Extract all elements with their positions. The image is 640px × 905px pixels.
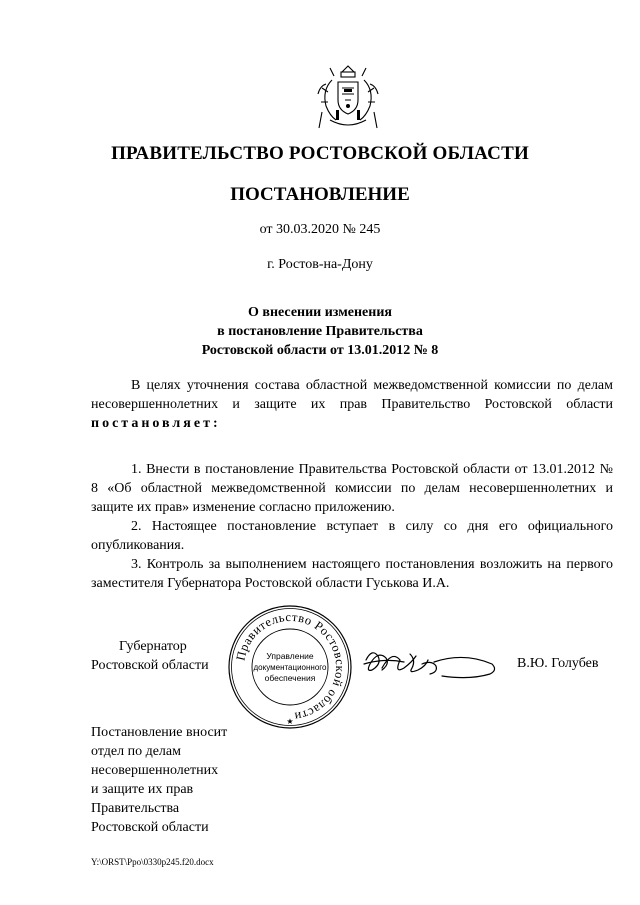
item-1-text: 1. Внести в постановление Правительства Ростовской области от 13.01.2012 № 8 «Об областной межведомственной комиссии по делам несовершеннолетних и защите их прав» изменение согласно приложению. bbox=[91, 462, 613, 515]
file-path-footer: Y:\ORST\Ppo\0330p245.f20.docx bbox=[91, 857, 214, 867]
item-2-text: 2. Настоящее постановление вступает в силу со дня его официального опубликования. bbox=[91, 519, 613, 553]
subject-line-2: в постановление Правительства bbox=[217, 324, 423, 339]
intro-text: В целях уточнения состава областной межведомственной комиссии по делам несовершеннолетних и защите их прав Правительство Ростовской области bbox=[91, 378, 613, 412]
stamp-outer-text: Правительство Ростовской области bbox=[233, 609, 348, 724]
document-subject bbox=[0, 303, 640, 360]
signer-title bbox=[91, 637, 221, 675]
document-date-number: от 30.03.2020 № 245 bbox=[259, 222, 381, 237]
stamp-inner-line-1: Управление bbox=[266, 651, 314, 661]
document-city: г. Ростов-на-Дону bbox=[267, 257, 373, 272]
document-type: ПОСТАНОВЛЕНИЕ bbox=[230, 184, 410, 205]
stamp-inner-line-3: обеспечения bbox=[264, 673, 316, 683]
note-line-2: отдел по делам bbox=[91, 744, 181, 759]
signer-name: В.Ю. Голубев bbox=[517, 656, 599, 671]
organization-title: ПРАВИТЕЛЬСТВО РОСТОВСКОЙ ОБЛАСТИ bbox=[111, 143, 529, 164]
coat-of-arms-emblem bbox=[312, 62, 384, 134]
signer-title-line-1: Губернатор bbox=[119, 639, 187, 654]
note-line-3: несовершеннолетних bbox=[91, 763, 219, 778]
note-line-6: Ростовской области bbox=[91, 820, 209, 835]
item-3-paragraph bbox=[91, 555, 613, 593]
decree-word: постановляет: bbox=[91, 416, 221, 431]
signer-title-line-2: Ростовской области bbox=[91, 658, 209, 673]
subject-line-1: О внесении изменения bbox=[248, 305, 392, 320]
note-line-5: Правительства bbox=[91, 801, 180, 816]
handwritten-signature bbox=[362, 640, 502, 682]
official-stamp bbox=[226, 603, 354, 731]
stamp-inner-line-2: документационного bbox=[253, 663, 327, 672]
submitter-note bbox=[91, 723, 251, 837]
item-1-paragraph bbox=[91, 460, 613, 517]
note-line-4: и защите их прав bbox=[91, 782, 194, 797]
intro-paragraph bbox=[91, 376, 613, 433]
stamp-star-icon: ★ bbox=[286, 717, 294, 726]
subject-line-3: Ростовской области от 13.01.2012 № 8 bbox=[201, 343, 439, 358]
note-line-1: Постановление вносит bbox=[91, 725, 228, 740]
item-2-paragraph bbox=[91, 517, 613, 555]
item-3-text: 3. Контроль за выполнением настоящего постановления возложить на первого заместителя Губернатора Ростовской области Гуськова И.А. bbox=[91, 557, 613, 591]
